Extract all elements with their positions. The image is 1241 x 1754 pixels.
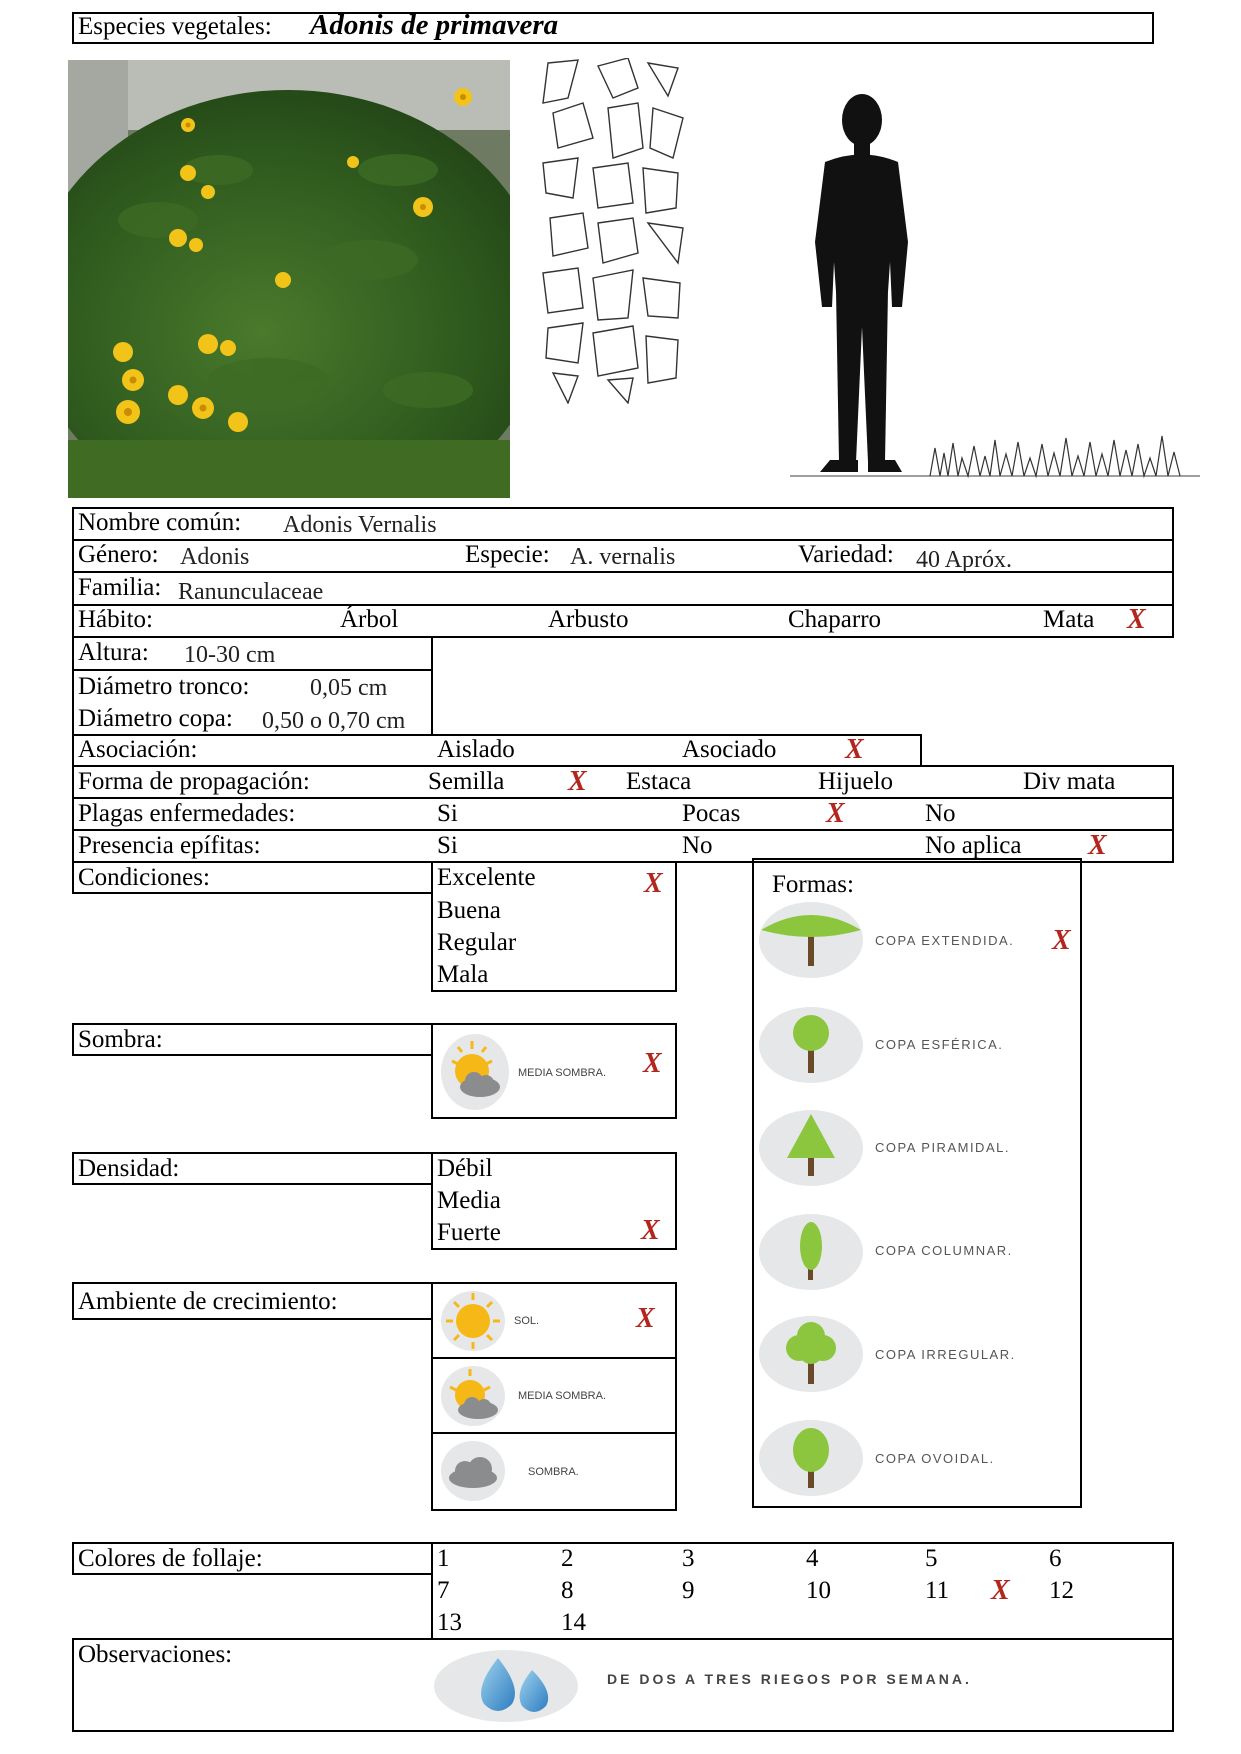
leaf-pattern [538, 58, 688, 404]
color-6: 6 [1049, 1545, 1062, 1572]
nombre-label: Nombre común: [78, 509, 242, 536]
formas-mark: X [1052, 925, 1071, 956]
forma-copa-piramidal: COPA PIRAMIDAL. [875, 1140, 1010, 1155]
color-4: 4 [806, 1545, 819, 1572]
propagacion-mark: X [568, 766, 587, 797]
condiciones-option-excelente: Excelente [437, 864, 536, 891]
color-3: 3 [682, 1545, 695, 1572]
epifitas-option-si: Si [437, 832, 458, 859]
densidad-label: Densidad: [78, 1155, 180, 1182]
copa-esferica-icon [757, 1005, 865, 1085]
propagacion-option-hijuelo: Hijuelo [818, 768, 893, 795]
color-13: 13 [437, 1609, 462, 1636]
habito-option-mata: Mata [1043, 606, 1095, 633]
asociacion-option-asociado: Asociado [682, 736, 777, 763]
forma-copa-esferica: COPA ESFÉRICA. [875, 1037, 1004, 1052]
asociacion-label: Asociación: [78, 736, 198, 763]
plagas-mark: X [826, 798, 845, 829]
copa-piramidal-icon [757, 1108, 865, 1188]
variedad-value: 40 Apróx. [916, 547, 1012, 573]
densidad-mark: X [641, 1215, 660, 1246]
color-9: 9 [682, 1577, 695, 1604]
water-drops-icon [432, 1648, 580, 1724]
color-14: 14 [561, 1609, 586, 1636]
epifitas-mark: X [1088, 830, 1107, 861]
sombra-label: Sombra: [78, 1026, 163, 1053]
copa-label: Diámetro copa: [78, 705, 233, 732]
condiciones-mark: X [644, 868, 663, 899]
especie-value: A. vernalis [570, 544, 676, 570]
asociacion-option-aislado: Aislado [437, 736, 515, 763]
densidad-option-debil: Débil [437, 1155, 493, 1182]
ambiente-option-sol: SOL. [514, 1315, 540, 1327]
habito-label: Hábito: [78, 606, 153, 633]
color-7: 7 [437, 1577, 450, 1604]
familia-value: Ranunculaceae [178, 579, 324, 605]
sol-icon [440, 1290, 506, 1352]
color-10: 10 [806, 1577, 831, 1604]
title-prefix: Especies vegetales: [78, 13, 272, 40]
epifitas-label: Presencia epífitas: [78, 832, 261, 859]
altura-label: Altura: [78, 639, 149, 666]
copa-extendida-icon [757, 900, 865, 980]
grass-drawing [790, 428, 1200, 480]
sombra-mark: X [643, 1048, 662, 1079]
colores-label: Colores de follaje: [78, 1545, 263, 1572]
epifitas-option-no-aplica: No aplica [925, 832, 1022, 859]
propagacion-option-semilla: Semilla [428, 768, 505, 795]
copa-ovoidal-icon [757, 1418, 865, 1498]
familia-label: Familia: [78, 574, 162, 601]
plagas-option-no: No [925, 800, 956, 827]
propagacion-option-estaca: Estaca [626, 768, 692, 795]
color-1: 1 [437, 1545, 450, 1572]
especie-label: Especie: [465, 541, 550, 568]
color-5: 5 [925, 1545, 938, 1572]
color-12: 12 [1049, 1577, 1074, 1604]
forma-copa-columnar: COPA COLUMNAR. [875, 1243, 1013, 1258]
genero-value: Adonis [180, 544, 250, 570]
habito-option-chaparro: Chaparro [788, 606, 882, 633]
sombra-cloud-icon [440, 1440, 506, 1502]
propagacion-option-div-mata: Div mata [1023, 768, 1116, 795]
ambiente-label: Ambiente de crecimiento: [78, 1288, 338, 1315]
plant-photo [68, 60, 510, 498]
epifitas-option-no: No [682, 832, 713, 859]
observaciones-label: Observaciones: [78, 1641, 233, 1668]
species-name: Adonis de primavera [310, 9, 559, 41]
colores-mark: X [991, 1575, 1010, 1606]
color-11: 11 [925, 1577, 950, 1604]
plagas-option-pocas: Pocas [682, 800, 741, 827]
genero-label: Género: [78, 541, 159, 568]
tronco-label: Diámetro tronco: [78, 673, 250, 700]
habito-option-arbol: Árbol [340, 606, 399, 633]
forma-copa-ovoidal: COPA OVOIDAL. [875, 1451, 995, 1466]
formas-label: Formas: [772, 871, 854, 898]
forma-copa-irregular: COPA IRREGULAR. [875, 1347, 1016, 1362]
observaciones-text: DE DOS A TRES RIEGOS POR SEMANA. [607, 1671, 972, 1687]
copa-irregular-icon [757, 1314, 865, 1394]
asociacion-mark: X [845, 734, 864, 765]
copa-columnar-icon [757, 1212, 865, 1292]
condiciones-option-buena: Buena [437, 897, 501, 924]
variedad-label: Variedad: [798, 541, 894, 568]
condiciones-label: Condiciones: [78, 864, 210, 891]
condiciones-option-mala: Mala [437, 961, 489, 988]
media-sombra-icon-2 [440, 1365, 506, 1427]
copa-value: 0,50 o 0,70 cm [262, 708, 406, 734]
color-8: 8 [561, 1577, 574, 1604]
color-2: 2 [561, 1545, 574, 1572]
human-silhouette [790, 92, 930, 476]
habito-mark: X [1127, 604, 1146, 635]
media-sombra-icon [440, 1033, 510, 1111]
ambiente-option-sombra: SOMBRA. [528, 1466, 579, 1478]
plagas-label: Plagas enfermedades: [78, 800, 296, 827]
ambiente-mark: X [636, 1303, 655, 1334]
altura-value: 10-30 cm [184, 642, 276, 668]
nombre-value: Adonis Vernalis [283, 512, 437, 538]
densidad-option-media: Media [437, 1187, 501, 1214]
forma-copa-extendida: COPA EXTENDIDA. [875, 933, 1015, 948]
ambiente-option-media-sombra: MEDIA SOMBRA. [518, 1390, 607, 1402]
propagacion-label: Forma de propagación: [78, 768, 310, 795]
densidad-option-fuerte: Fuerte [437, 1219, 501, 1246]
sombra-icon-caption: MEDIA SOMBRA. [518, 1067, 607, 1079]
tronco-value: 0,05 cm [310, 675, 388, 701]
habito-option-arbusto: Arbusto [548, 606, 629, 633]
plagas-option-si: Si [437, 800, 458, 827]
condiciones-option-regular: Regular [437, 929, 517, 956]
